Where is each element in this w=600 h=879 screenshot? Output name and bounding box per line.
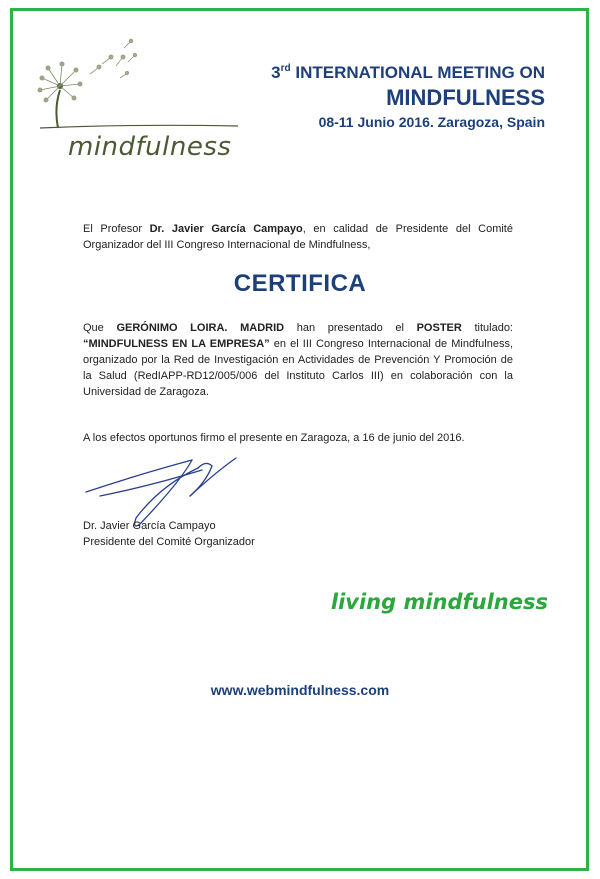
recipient-name: GERÓNIMO LOIRA. MADRID [116,322,285,334]
intro-text-1: El Profesor [83,223,150,235]
submission-type: POSTER [416,322,462,334]
event-ordinal-suffix: rd [280,63,291,74]
event-title-line [271,58,545,84]
dandelion-icon [28,28,268,140]
closing-statement: A los efectos oportunos firmo el presente en Zaragoza, a 16 de junio del 2016. [83,432,465,444]
professor-name: Dr. Javier García Campayo [149,223,303,235]
event-name: MINDFULNESS [386,85,545,110]
event-ordinal: 3 [271,63,281,82]
signer-block [83,518,255,550]
event-title-text: INTERNATIONAL MEETING ON [290,63,545,82]
intro-text-2: , en calidad de Presidente del Comité Organizador del III Congreso Internacional de Mindfulness, [83,223,513,251]
submission-title: “MINDFULNESS EN LA EMPRESA” [83,338,270,350]
event-logo [28,28,268,162]
logo-wordmark: mindfulness [68,132,232,162]
event-header [271,58,545,132]
main-text-1: Que [83,322,117,334]
tagline: living mindfulness [330,590,548,614]
signer-role: Presidente del Comité Organizador [83,536,255,548]
signer-name: Dr. Javier García Campayo [83,520,216,532]
main-text-3: titulado: [461,322,513,334]
website-url: www.webmindfulness.com [210,682,390,698]
certifica-heading: CERTIFICA [233,270,367,297]
main-text-2: han presentado el [284,322,417,334]
event-dates: 08-11 Junio 2016. Zaragoza, Spain [318,114,545,130]
main-text-4: en el III Congreso Internacional de Mindfulness, organizado por la Red de Investigación en Actividades de Prevención Y Promoción de la Salud (RedIAPP-RD12/005/006 del Instituto Carlos III) en colaboración con la Universidad de Zaragoza. [83,338,514,398]
certification-paragraph [83,320,513,400]
intro-paragraph [83,221,513,253]
